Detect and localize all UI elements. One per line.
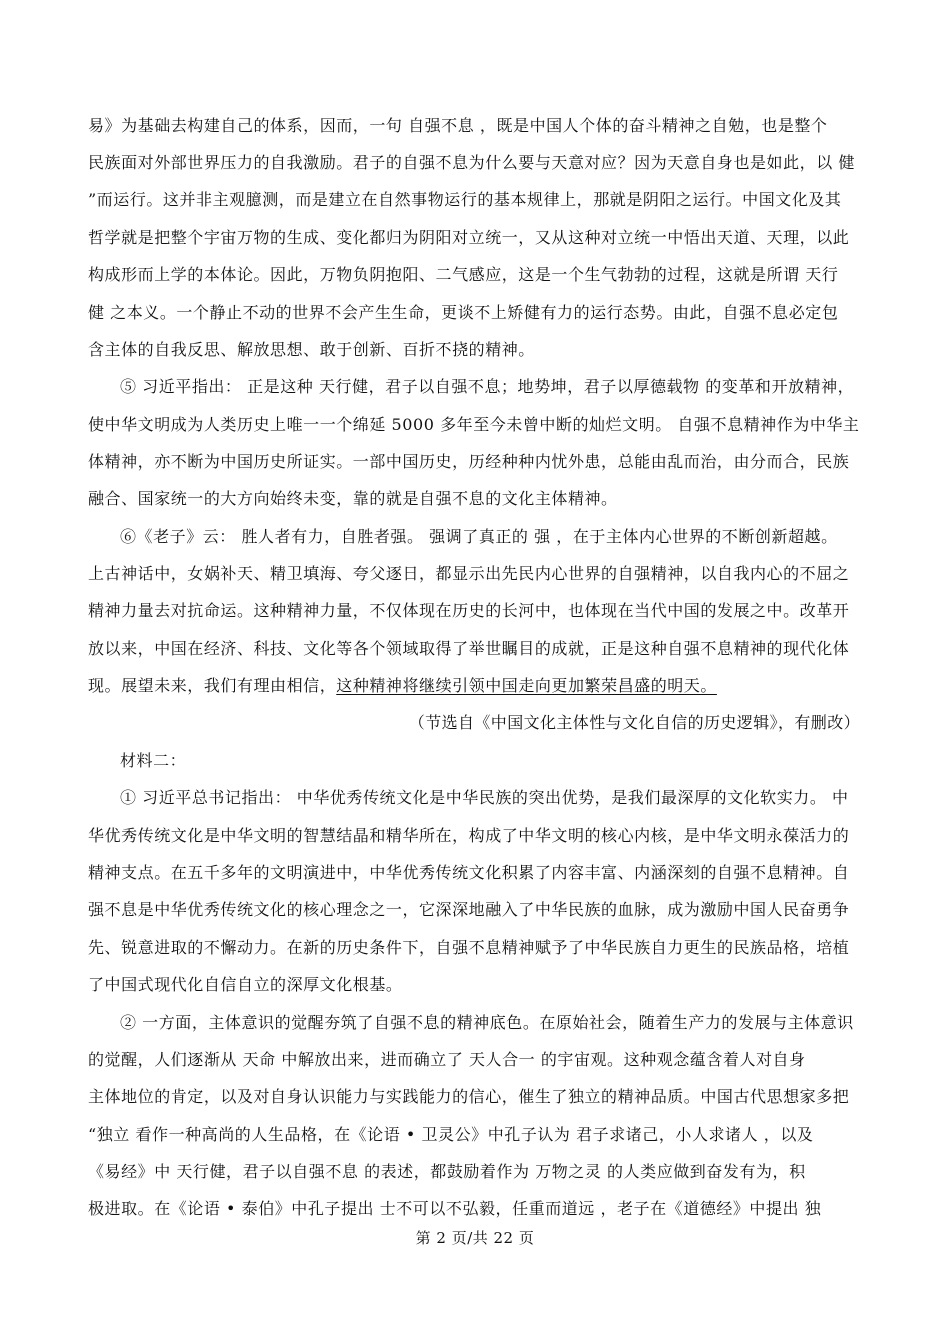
text-line: 华优秀传统文化是中华文明的智慧结晶和精华所在，构成了中华文明的核心内核，是中华文明永葆活力的 [88,826,850,845]
text-line: 构成形而上学的本体论。因此，万物负阴抱阳、二气感应，这是一个生气勃勃的过程，这就是所谓 天行 [88,265,839,284]
text-line: 主体地位的肯定，以及对自身认识能力与实践能力的信心，催生了独立的精神品质。中国古代思想家多把 [88,1087,850,1106]
paragraph-2-first-line: ② 一方面，主体意识的觉醒夯筑了自强不息的精神底色。在原始社会，随着生产力的发展与主体意识 [120,1013,854,1032]
text-line: ”而运行。这并非主观臆测，而是建立在自然事物运行的基本规律上，那就是阴阳之运行。中国文化及其 [88,190,842,209]
text-line: 哲学就是把整个宇宙万物的生成、变化都归为阴阳对立统一，又从这种对立统一中悟出天道、天理，以此 [88,228,850,247]
text-line: 民族面对外部世界压力的自我激励。君子的自强不息为什么要与天意对应？因为天意自身也是如此，以 健 [88,153,855,172]
text-line: 放以来，中国在经济、科技、文化等各个领域取得了举世瞩目的成就，正是这种自强不息精神的现代化体 [88,639,850,658]
text-line: 先、锐意进取的不懈动力。在新的历史条件下，自强不息精神赋予了中华民族自力更生的民族品格，培植 [88,938,850,957]
material-2-heading: 材料二： [120,751,187,770]
text-line: 强不息是中华优秀传统文化的核心理念之一，它深深地融入了中华民族的血脉，成为激励中国人民奋勇争 [88,900,850,919]
underlined-sentence: 这种精神将继续引领中国走向更加繁荣昌盛的明天。 [336,676,717,695]
text-line: 了中国式现代化自信自立的深厚文化根基。 [88,975,403,994]
text-line: 体精神，亦不断为中国历史所证实。一部中国历史，历经种种内忧外患，总能由乱而治，由分而合，民族 [88,452,850,471]
source-citation: （节选自《中国文化主体性与文化自信的历史逻辑》，有删改） [408,713,860,732]
text-line: 健 之本义。一个静止不动的世界不会产生生命，更谈不上矫健有力的运行态势。由此，自强不息必定包 [88,303,839,322]
text-line: “独立 看作一种高尚的人生品格，在《论语 • 卫灵公》中孔子认为 君子求诸己，小人求诸人 ，以及 [88,1125,814,1144]
text-line: 融合、国家统一的大方向始终未变，靠的就是自强不息的文化主体精神。 [88,489,618,508]
text-line: 的觉醒，人们逐渐从 天命 中解放出来，进而确立了 天人合一 的宇宙观。这种观念蕴含着人对自身 [88,1050,806,1069]
text-line: 含主体的自我反思、解放思想、敢于创新、百折不挠的精神。 [88,340,535,359]
paragraph-5-first-line: ⑤ 习近平指出： 正是这种 天行健，君子以自强不息；地势坤，君子以厚德载物 的变革和开放精神， [120,377,855,396]
paragraph-1-first-line: ① 习近平总书记指出： 中华优秀传统文化是中华民族的突出优势，是我们最深厚的文化软实力。 中 [120,788,849,807]
page-footer: 第 2 页/共 22 页 [415,1229,535,1247]
paragraph-6-first-line: ⑥《老子》云： 胜人者有力，自胜者强。 强调了真正的 强 ，在于主体内心世界的不断创新超越。 [120,527,838,546]
text-line: 上古神话中，女娲补天、精卫填海、夸父逐日，都显示出先民内心世界的自强精神，以自我内心的不屈之 [88,564,850,583]
text-line: 易》为基础去构建自己的体系，因而，一句 自强不息 ，既是中国人个体的奋斗精神之自勉，也是整个 [88,116,828,135]
text-line: 精神力量去对抗命运。这种精神力量，不仅体现在历史的长河中，也体现在当代中国的发展之中。改革开 [88,601,850,620]
text-segment: 现。展望未来，我们有理由相信， [88,676,337,695]
text-line-with-underline [88,675,888,697]
text-line: 精神支点。在五千多年的文明演进中，中华优秀传统文化积累了内容丰富、内涵深刻的自强不息精神。自 [88,863,850,882]
text-line: 《易经》中 天行健，君子以自强不息 的表述，都鼓励着作为 万物之灵 的人类应做到奋发有为，积 [88,1162,806,1181]
text-line: 使中华文明成为人类历史上唯一一个绵延 5000 多年至今未曾中断的灿烂文明。 自强不息精神作为中华主 [88,415,860,434]
text-line: 极进取。在《论语 • 泰伯》中孔子提出 士不可以不弘毅，任重而道远 ，老子在《道德经》中提出 独 [88,1199,822,1218]
